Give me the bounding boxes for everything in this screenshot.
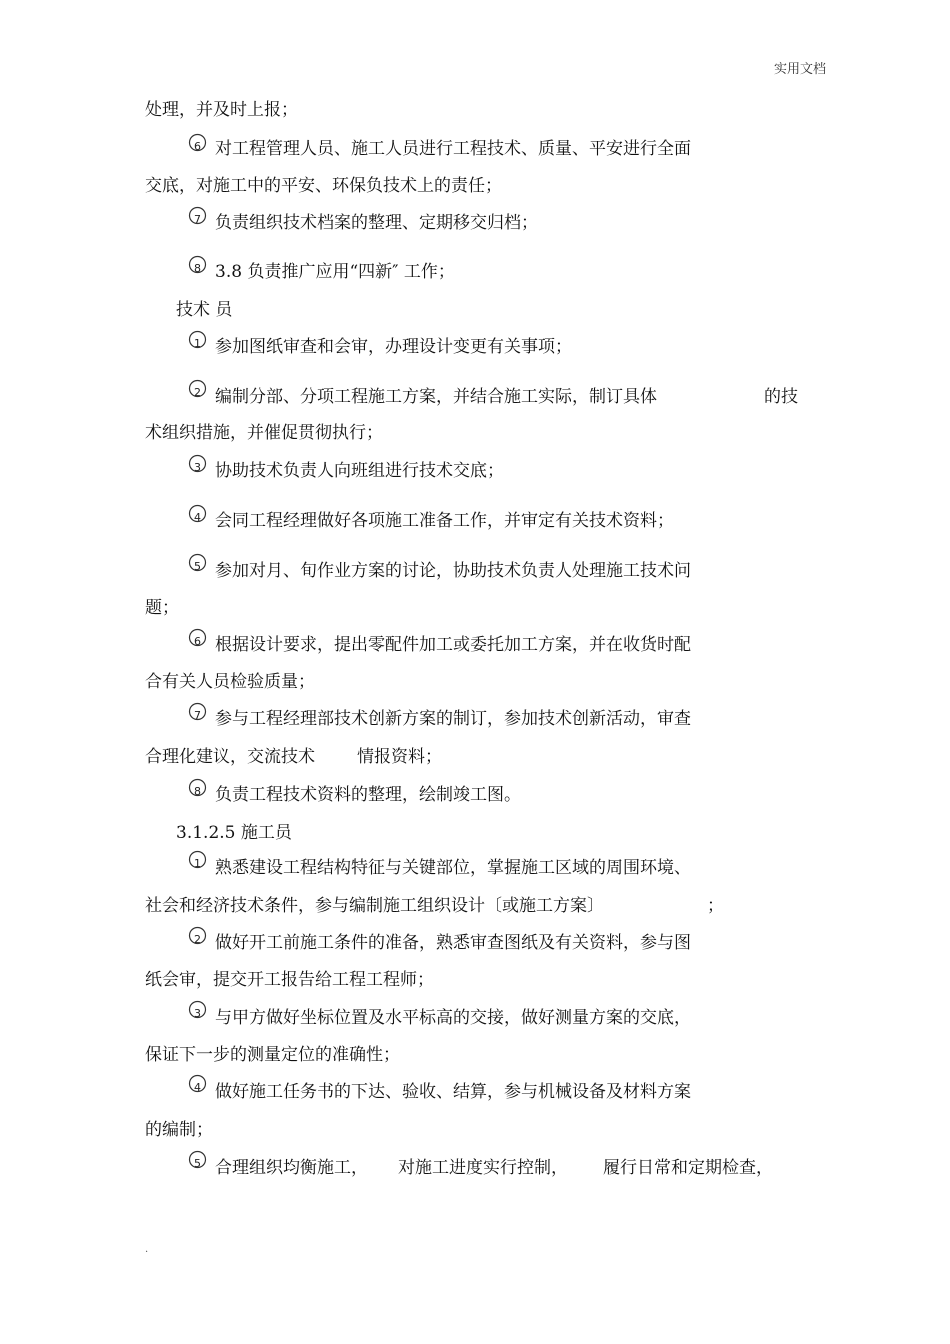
page-header-label: 实用文档: [774, 62, 827, 77]
body-text-line: ；: [707, 896, 724, 916]
body-text-line: 3.8 负责推广应用“四新″ 工作；: [215, 262, 455, 282]
body-text-line: 参加图纸审查和会审，办理设计变更有关事项；: [215, 337, 572, 357]
body-text-line: 合理组织均衡施工，: [215, 1158, 368, 1178]
body-text-line: 根据设计要求，提出零配件加工或委托加工方案，并在收货时配: [215, 635, 691, 655]
body-text-line: 熟悉建设工程结构特征与关键部位，掌握施工区域的周围环境、: [215, 858, 691, 878]
body-text-line: 负责组织技术档案的整理、定期移交归档；: [215, 213, 538, 233]
body-text-line: 与甲方做好坐标位置及水平标高的交接，做好测量方案的交底，: [215, 1008, 691, 1028]
list-marker-icon: 8: [188, 255, 207, 274]
section-heading: 技术 员: [176, 300, 233, 320]
body-text-line: 交底，对施工中的平安、环保负技术上的责任；: [145, 176, 502, 196]
list-marker-icon: 1: [188, 850, 207, 869]
list-marker-icon: 6: [188, 628, 207, 647]
list-marker-icon: 7: [188, 206, 207, 225]
list-marker-icon: 8: [188, 778, 207, 797]
body-text-line: 保证下一步的测量定位的准确性；: [145, 1045, 400, 1065]
list-marker-icon: 4: [188, 1074, 207, 1093]
list-marker-icon: 1: [188, 330, 207, 349]
body-text-line: 社会和经济技术条件，参与编制施工组织设计〔或施工方案〕: [145, 896, 604, 916]
footer-dot: .: [145, 1244, 149, 1255]
list-marker-icon: 2: [188, 379, 207, 398]
list-marker-icon: 5: [188, 553, 207, 572]
body-text-line: 合有关人员检验质量；: [145, 672, 315, 692]
body-text-line: 的编制；: [145, 1120, 213, 1140]
list-marker-icon: 2: [188, 926, 207, 945]
body-text-line: 做好开工前施工条件的准备，熟悉审查图纸及有关资料，参与图: [215, 933, 691, 953]
list-marker-icon: 6: [188, 133, 207, 152]
body-text-line: 参与工程经理部技术创新方案的制订，参加技术创新活动，审查: [215, 709, 691, 729]
body-text-line: 协助技术负责人向班组进行技术交底；: [215, 461, 504, 481]
body-text-line: 对工程管理人员、施工人员进行工程技术、质量、平安进行全面: [215, 139, 691, 159]
body-text-line: 纸会审，提交开工报告给工程工程师；: [145, 970, 434, 990]
body-text-line: 术组织措施，并催促贯彻执行；: [145, 423, 383, 443]
body-text-line: 情报资料；: [357, 747, 442, 767]
body-text-line: 负责工程技术资料的整理，绘制竣工图。: [215, 785, 521, 805]
body-text-line: 会同工程经理做好各项施工准备工作，并审定有关技术资料；: [215, 511, 674, 531]
body-text-line: 履行日常和定期检查，: [603, 1158, 773, 1178]
section-heading: 3.1.2.5 施工员: [176, 823, 292, 843]
list-marker-icon: 5: [188, 1150, 207, 1169]
list-marker-icon: 3: [188, 1000, 207, 1019]
body-text-line: 参加对月、旬作业方案的讨论，协助技术负责人处理施工技术问: [215, 561, 691, 581]
list-marker-icon: 7: [188, 702, 207, 721]
body-text-line: 做好施工任务书的下达、验收、结算，参与机械设备及材料方案: [215, 1082, 691, 1102]
list-marker-icon: 4: [188, 504, 207, 523]
body-text-line: 合理化建议，交流技术: [145, 747, 315, 767]
body-text-line: 处理，并及时上报；: [145, 100, 298, 120]
body-text-line: 的技: [764, 387, 798, 407]
body-text-line: 对施工进度实行控制，: [398, 1158, 568, 1178]
list-marker-icon: 3: [188, 454, 207, 473]
body-text-line: 编制分部、分项工程施工方案，并结合施工实际，制订具体: [215, 387, 657, 407]
body-text-line: 题；: [145, 598, 179, 618]
